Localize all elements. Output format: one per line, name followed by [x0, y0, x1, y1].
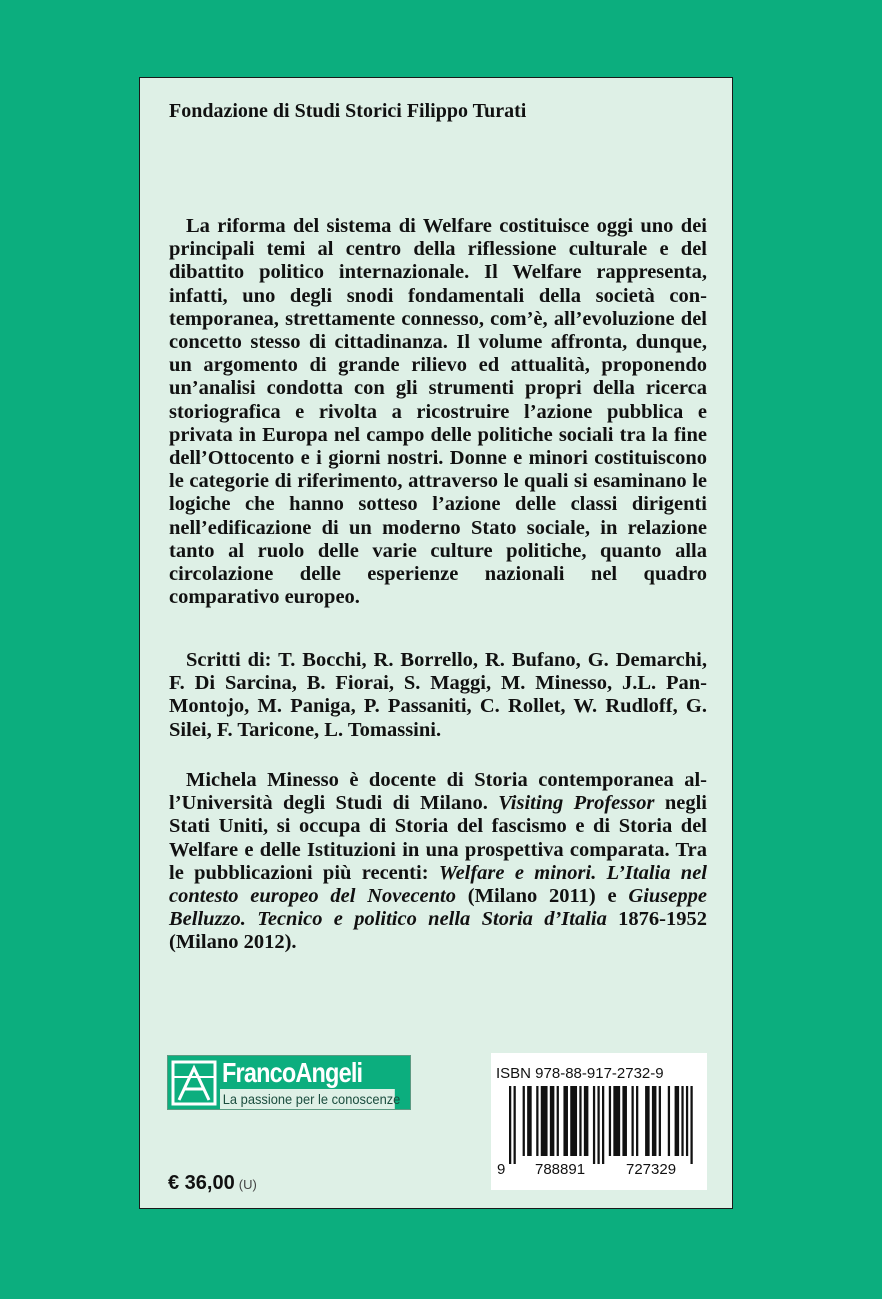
barcode-bar: [550, 1086, 555, 1156]
bio-text: negli Stati Uniti, si occupa di Storia del fascismo e di Storia del Welfare e delle Istituzioni in una prospettiva comparata. Tra le pubblicazioni più recenti:: [169, 792, 707, 884]
price: [168, 1172, 257, 1195]
barcode-bar: [557, 1086, 559, 1156]
barcode-bar: [613, 1086, 620, 1156]
barcode-bar: [509, 1086, 511, 1164]
isbn-label: ISBN 978-88-917-2732-9: [496, 1065, 664, 1082]
publisher-brand: FrancoAngeli: [222, 1057, 363, 1088]
barcode-bar: [686, 1086, 688, 1156]
book-title-italic: Giuseppe Belluzzo. Tecnico e politico nella Storia d’Italia: [169, 885, 707, 931]
foundation-name: Fondazione di Studi Storici Filippo Turati: [169, 100, 527, 122]
barcode-bar: [584, 1086, 589, 1156]
barcode-bar: [597, 1086, 599, 1164]
authors-paragraph: Scritti di: T. Bocchi, R. Borrello, R. Bufano, G. Demarchi, F. Di Sarcina, B. Fiorai, S. Maggi, M. Minesso, J.L. Pan-Montojo, M. Paniga, P. Passaniti, C. Rollet, W. Rudloff, G. Silei, F. Taricone, L. Tomassini.: [169, 649, 707, 741]
publisher-logo-text: [220, 1056, 410, 1109]
barcode-bar: [602, 1086, 604, 1164]
bio-text: (Milano 2011) e: [456, 885, 629, 908]
barcode-bar: [563, 1086, 568, 1156]
barcode-bar: [652, 1086, 657, 1156]
barcode-bar: [659, 1086, 661, 1156]
barcode-bar: [527, 1086, 532, 1156]
barcode-bar: [609, 1086, 611, 1156]
barcode-digits-right: 727329: [626, 1161, 677, 1178]
publisher-logo: [167, 1055, 411, 1110]
barcode-bar: [681, 1086, 683, 1156]
price-amount: € 36,00: [168, 1172, 235, 1194]
barcode-bar: [636, 1086, 638, 1156]
bio-text: 1876-1952 (Milano 2012).: [169, 908, 708, 954]
barcode-bar: [541, 1086, 548, 1156]
price-code: (U): [238, 1177, 257, 1192]
barcode-bar: [690, 1086, 692, 1164]
isbn-barcode-box: [491, 1053, 707, 1190]
barcode-bar: [579, 1086, 581, 1156]
blurb-paragraph: La riforma del sistema di Welfare costituisce oggi uno dei principali temi al centro della riflessione culturale e del dibattito politico internazionale. Il Welfare rappresenta, infatti, uno degli snodi fondamentali della società contemporanea, strettamente connesso, com’è, all’evoluzione del concetto stesso di cittadinanza. Il volume affronta, dunque, un argomento di grande rilievo ed attualità, proponendo un’analisi condotta con gli strumenti propri della ricerca storiografica e rivolta a ricostruire l’azione pubblica e privata in Europa nel campo delle politiche sociali tra la fine dell’Ottocento e i giorni nostri. Donne e minori costituiscono le categorie di riferimento, attraverso le quali si esaminano le logiche che hanno sotteso l’azione delle classi dirigenti nell’edificazione di un moderno Stato sociale, in relazione tanto al ruolo delle varie culture politiche, quanto alla circolazione delle esperienze nazionali nel quadro comparativo europeo.: [169, 215, 707, 609]
barcode-bar: [593, 1086, 595, 1164]
barcode-bar: [631, 1086, 633, 1156]
barcode-icon: [509, 1086, 695, 1164]
back-cover-panel: [139, 77, 733, 1209]
editor-bio-paragraph: [169, 769, 707, 955]
book-title-italic: Welfare e minori. L’Italia nel contesto europeo del Novecento: [169, 861, 707, 908]
barcode-digit-first: 9: [497, 1161, 506, 1178]
barcode-bar: [514, 1086, 516, 1164]
barcode-digits-left: 788891: [535, 1161, 586, 1178]
bio-text: Michela Minesso è docente di Storia contemporanea all’Università degli Studi di Milano.: [169, 769, 707, 815]
bio-italic-title: Visiting Professor: [498, 792, 655, 815]
barcode-bar: [645, 1086, 650, 1156]
barcode-bar: [622, 1086, 627, 1156]
barcode-bar: [570, 1086, 577, 1156]
publisher-tagline: La passione per le conoscenze: [220, 1089, 395, 1109]
francoangeli-logo-mark-icon: [168, 1056, 220, 1109]
barcode-bar: [675, 1086, 680, 1156]
barcode-bar: [668, 1086, 670, 1156]
barcode-bar: [523, 1086, 525, 1156]
barcode-bar: [536, 1086, 538, 1156]
